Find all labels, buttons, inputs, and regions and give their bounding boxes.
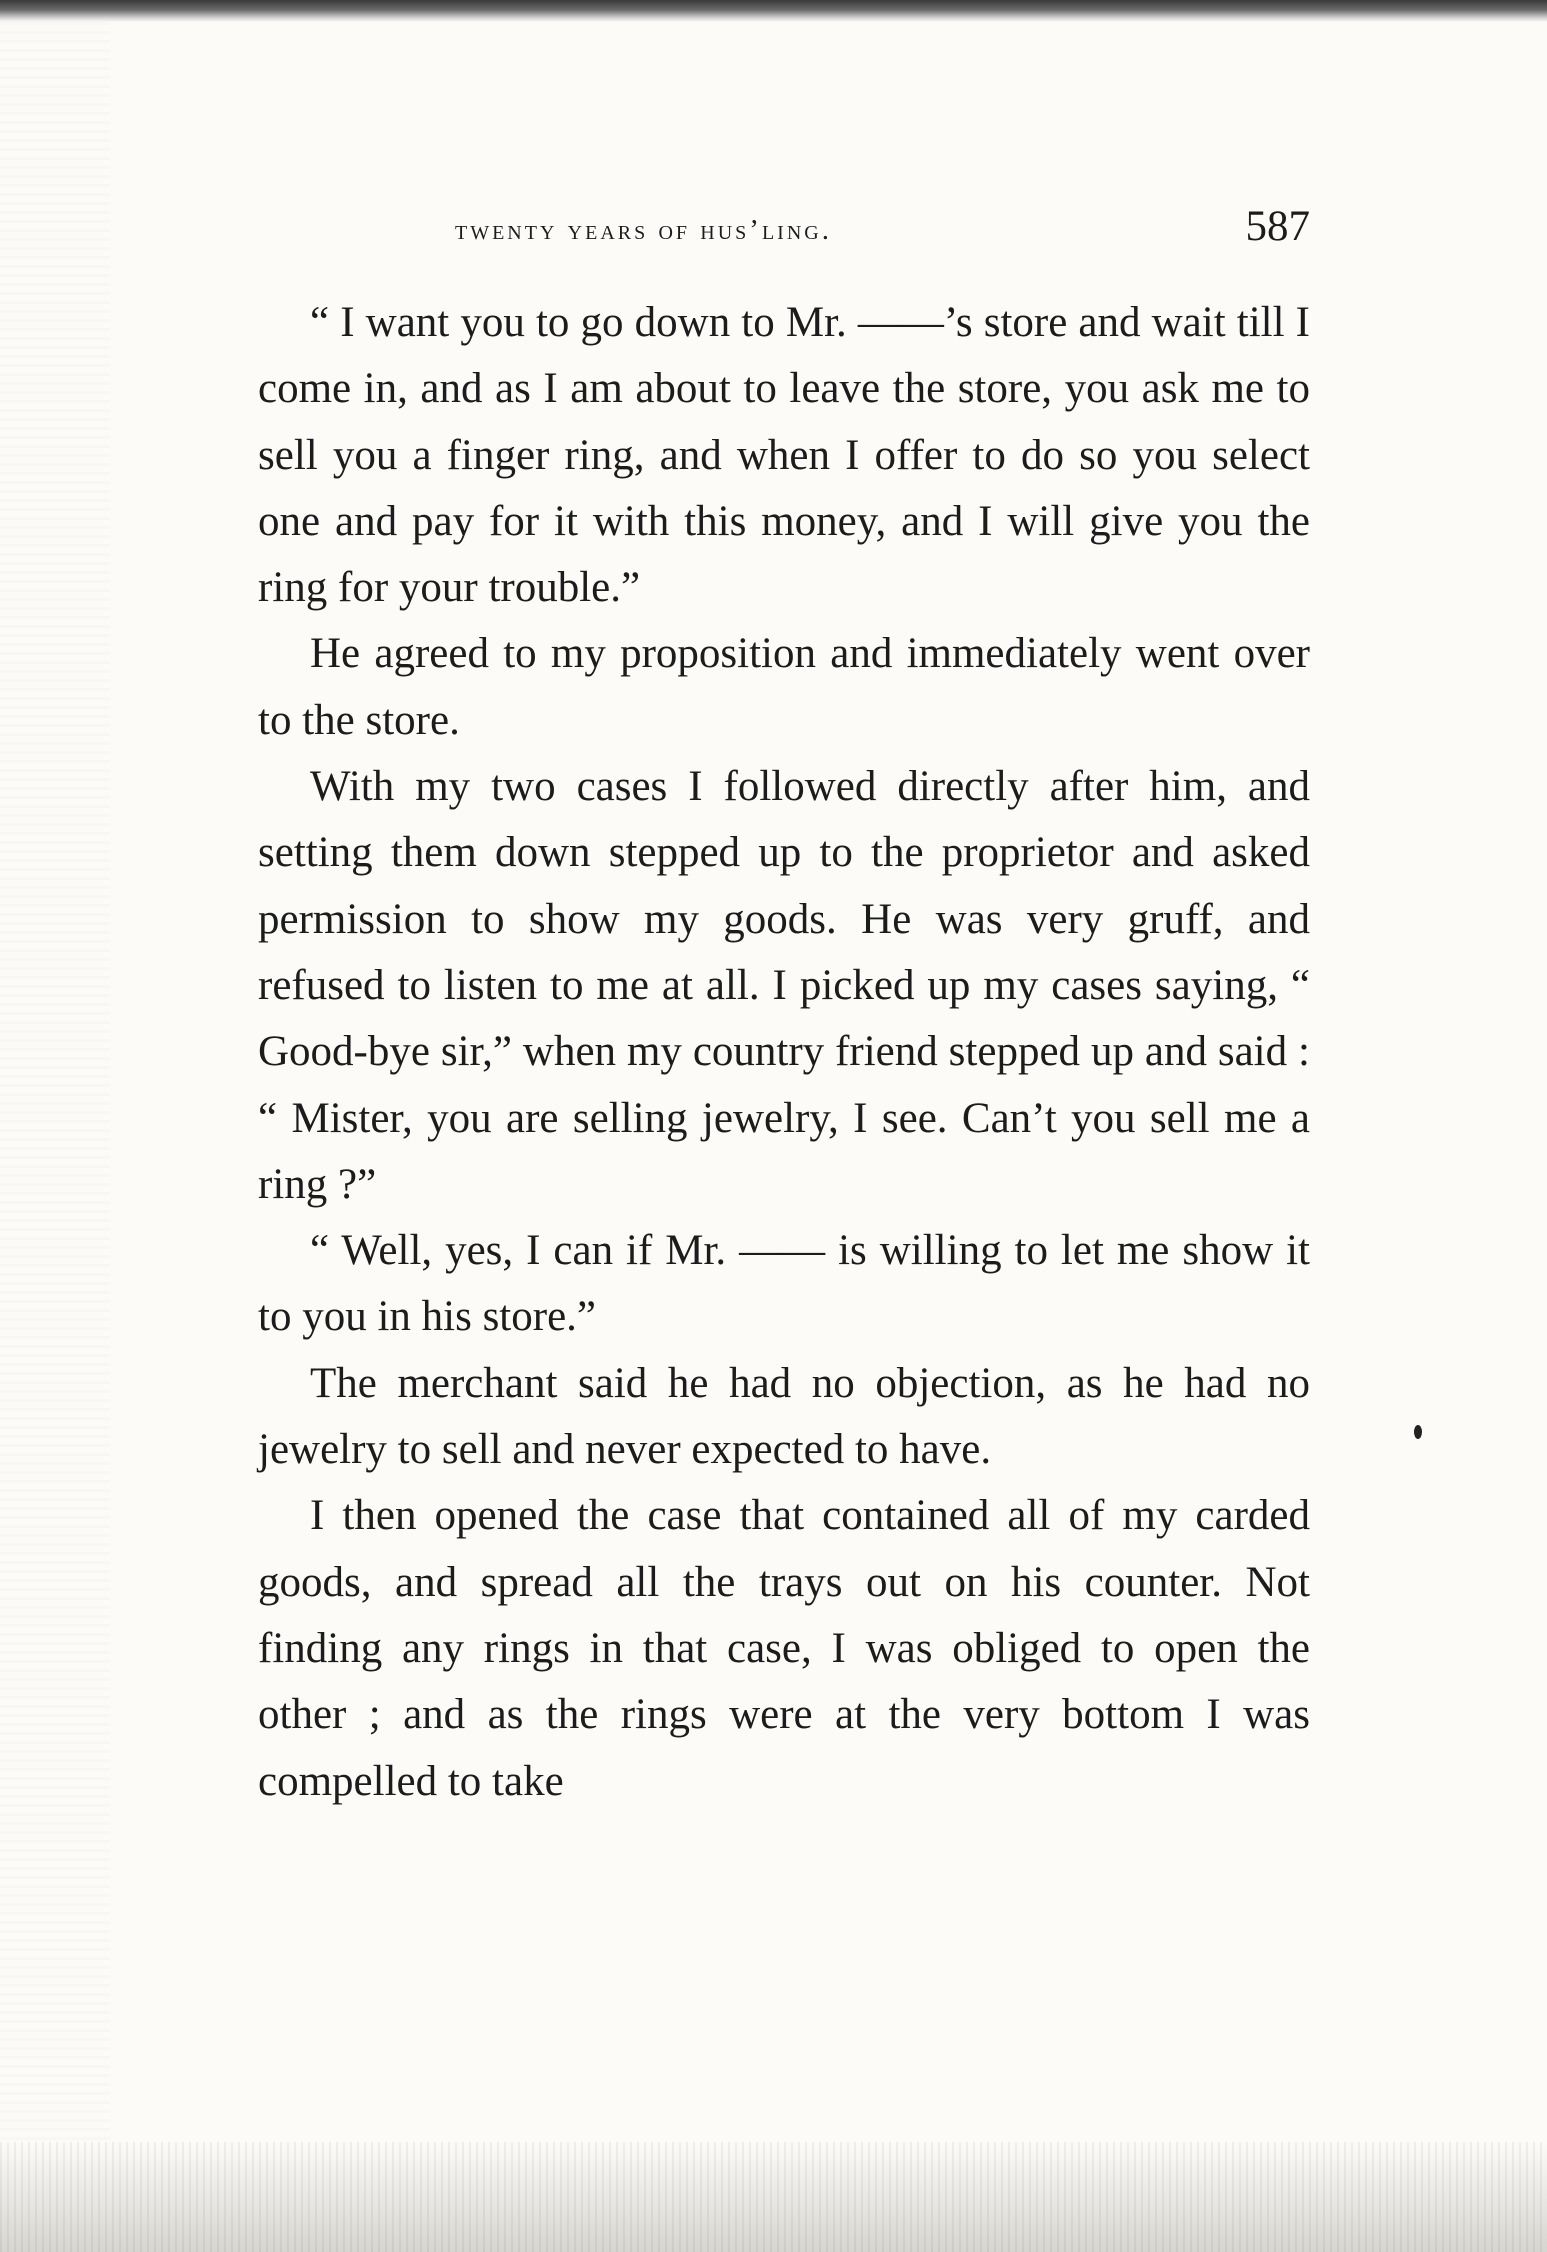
scan-margin-texture <box>0 22 110 2252</box>
paragraph-opening-case: I then opened the case that contained all of my carded goods, and spread all the trays out on his counter. Not finding any rings in that case, I was obliged to open the other ; and as the rings were at the very bottom I was compelled to take <box>258 1492 1310 1805</box>
paragraph-request: “ I want you to go down to Mr. ——’s store and wait till I come in, and as I am about to leave the store, you ask me to sell you a finger ring, and when I offer to do so you select one and pay for it with this money, and I will give you the ring for your trouble.” <box>258 299 1310 612</box>
paragraph-merchant: The merchant said he had no objection, as he had no jewelry to sell and never expected to have. <box>258 1359 1310 1474</box>
paragraph-reply: “ Well, yes, I can if Mr. —— is willing to let me show it to you in his store.” <box>258 1227 1310 1341</box>
page-header <box>255 192 1310 262</box>
page-number: 587 <box>1245 203 1310 250</box>
page-top-edge <box>0 0 1547 22</box>
scan-bottom-texture <box>0 2142 1547 2252</box>
body-text <box>258 290 1310 1815</box>
paragraph-agreement: He agreed to my proposition and immediately went over to the store. <box>258 630 1310 744</box>
running-title: twenty years of hus’ling. <box>455 214 832 246</box>
paragraph-following: With my two cases I followed directly after him, and setting them down stepped up to the proprietor and asked permission to show my goods. He was very gruff, and refused to listen to me at all. I picked up my cases saying, “ Good-bye sir,” when my country friend stepped up and said : “ Mister, you are selling jewelry, I see. Can’t you sell me a ring ?” <box>258 763 1310 1208</box>
ink-speck <box>1414 1425 1422 1439</box>
